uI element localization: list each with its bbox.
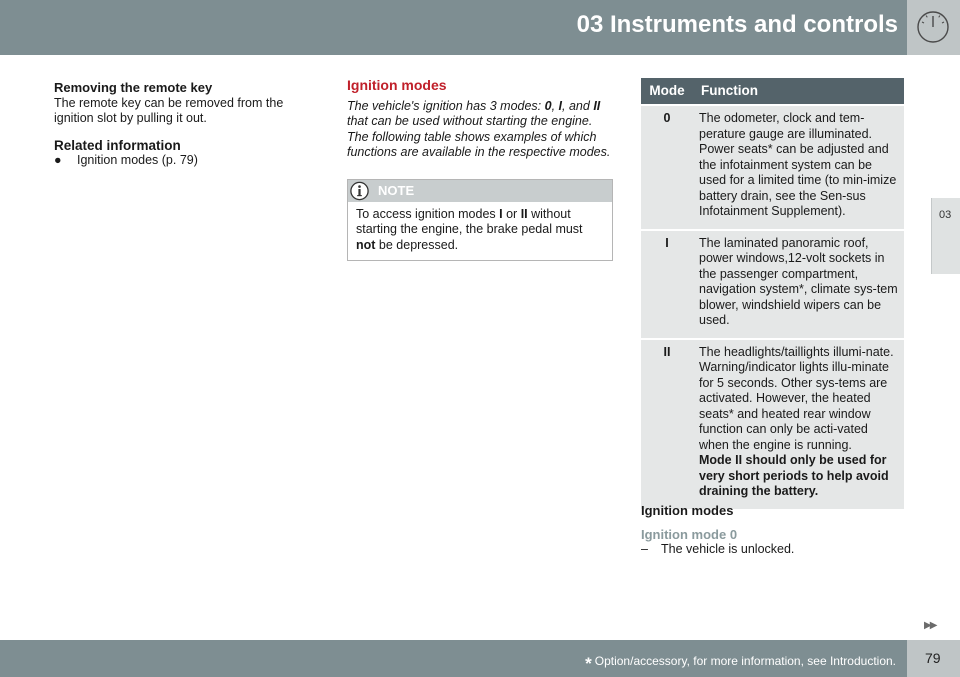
page-number: 79: [925, 650, 941, 666]
table-row: [641, 105, 904, 230]
table-row: [641, 339, 904, 509]
note-box: [347, 179, 613, 262]
chapter-tab[interactable]: [931, 198, 960, 274]
ignition-modes-intro: The vehicle's ignition has 3 modes: 0, I, and II that can be used without starting the engine. The following table shows examples of which functions are available in the respective modes.: [347, 98, 611, 159]
function-cell: [693, 339, 904, 509]
footer-bar: [0, 640, 960, 677]
related-info-item[interactable]: [54, 153, 304, 169]
column-header-mode: Mode: [641, 78, 693, 105]
column-mode-0: [641, 503, 904, 558]
bullet-icon: ●: [54, 153, 62, 167]
chapter-tab-label: 03: [939, 209, 952, 221]
function-warning: Mode II should only be used for very short periods to help avoid draining the battery.: [699, 453, 889, 498]
related-info-heading: Related information: [54, 137, 181, 153]
note-title: NOTE: [378, 182, 415, 198]
footnote: [585, 654, 896, 674]
footnote-text: Option/accessory, for more information, see Introduction.: [594, 654, 896, 668]
ignition-modes-table: [641, 78, 904, 509]
dash-icon: –: [641, 542, 648, 556]
list-item: [641, 542, 904, 558]
function-cell: The laminated panoramic roof, power windows,12-volt sockets in the passenger compartment, navigation system*, climate sys-tem blower, windshield wipers can be used.: [693, 230, 904, 339]
column-header-function: Function: [693, 78, 904, 105]
ignition-modes-heading: Ignition modes: [347, 77, 447, 93]
ignition-modes-subsection-heading: Ignition modes: [641, 503, 734, 518]
remove-key-text: The remote key can be removed from the ignition slot by pulling it out.: [54, 95, 284, 125]
header-bar: [0, 0, 960, 55]
mode-cell: 0: [641, 105, 693, 230]
note-text: To access ignition modes I or II without starting the engine, the brake pedal must not be depressed.: [356, 206, 583, 252]
asterisk: *: [585, 654, 592, 673]
remove-key-heading: Removing the remote key: [54, 80, 213, 95]
page-number-box: [907, 640, 960, 677]
table-header-row: [641, 78, 904, 105]
mode-cell: II: [641, 339, 693, 509]
column-ignition-modes: [347, 78, 612, 261]
note-header: [348, 180, 612, 202]
column-remove-key: [54, 80, 304, 169]
list-item-text: The vehicle is unlocked.: [661, 542, 795, 556]
table-row: [641, 230, 904, 339]
info-icon: [349, 181, 370, 206]
mode-cell: I: [641, 230, 693, 339]
double-chevron-right-icon[interactable]: ▶▶: [924, 620, 936, 631]
ignition-mode-0-heading: Ignition mode 0: [641, 526, 738, 542]
gauge-icon: [907, 0, 960, 55]
function-text: The headlights/taillights illumi-nate. Warning/indicator lights illu-minate for 5 seconds. Other sys-tems are activated. However, the heated seats* and heated rear window function can only be acti-vated when the engine is running.: [699, 344, 894, 452]
page-title: 03 Instruments and controls: [576, 11, 898, 38]
related-info-link[interactable]: Ignition modes (p. 79): [77, 153, 198, 167]
function-cell: The odometer, clock and tem-perature gauge are illuminated. Power seats* can be adjusted and the infotainment system can be used for a limited time (to min-imize battery drain, see the Sen-sus Infotainment Supplement).: [693, 105, 904, 230]
